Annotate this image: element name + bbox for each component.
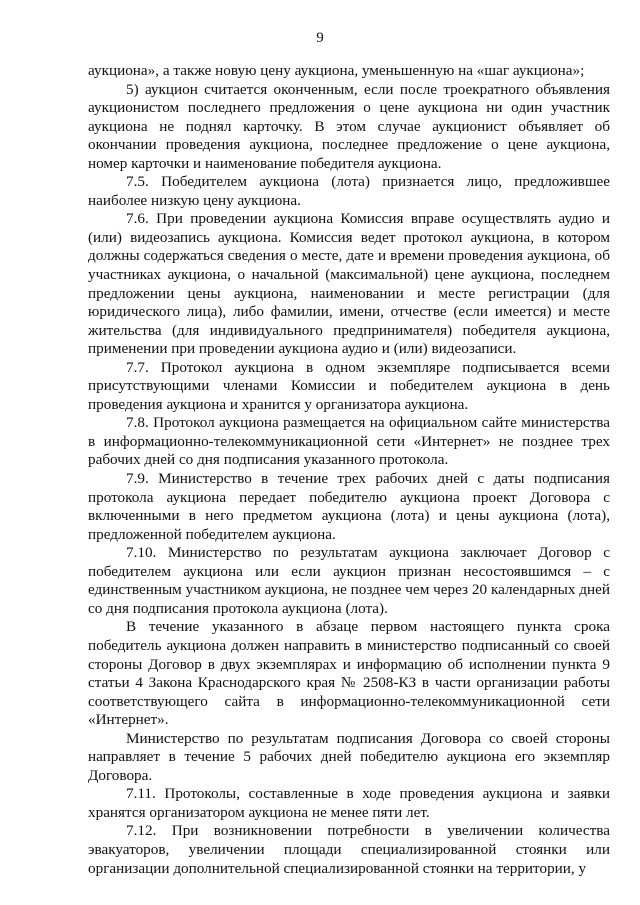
page-number: 9 (316, 30, 324, 46)
paragraph-7-10-part-3: Министерство по результатам подписания Договора со своей стороны направляет в течение 5 рабочих дней победителю аукциона его экземпляр Договора. (88, 729, 610, 784)
paragraph-7-10: 7.10. Министерство по результатам аукциона заключает Договор с победителем аукциона или если аукцион признан несостоявшимся – с единственным участником аукциона, не позднее чем через 20 календарных дней со дня подписания протокола аукциона (лота). (88, 544, 610, 617)
paragraph-continuation: аукциона», а также новую цену аукциона, уменьшенную на «шаг аукциона»; (88, 62, 585, 79)
paragraph-7-8: 7.8. Протокол аукциона размещается на официальном сайте министерства в информационно-телекоммуникационной сети «Интернет» не позднее трех рабочих дней со дня подписания указанного протокола. (88, 414, 610, 469)
paragraph-7-12: 7.12. При возникновении потребности в увеличении количества эвакуаторов, увеличении площади специализированной стоянки или организации дополнительной специализированной стоянки на территории, у (88, 822, 610, 877)
document-body (88, 62, 610, 878)
paragraph-7-10-part-2: В течение указанного в абзаце первом настоящего пункта срока победитель аукциона должен направить в министерство подписанный со своей стороны Договор в двух экземплярах и информацию об исполнении пункта 9 статьи 4 Закона Краснодарского края № 2508-КЗ в части организации работы соответствующего сайта в информационно-телекоммуникационной сети «Интернет». (88, 618, 610, 729)
paragraph-7-6: 7.6. При проведении аукциона Комиссия вправе осуществлять аудио и (или) видеозапись аукциона. Комиссия ведет протокол аукциона, в котором должны содержаться сведения о месте, дате и времени проведения аукциона, об участниках аукциона, о начальной (максимальной) цене аукциона, последнем предложении цены аукциона, наименовании и месте регистрации (для юридического лица), либо фамилии, имени, отчестве (если имеется) и месте жительства (для индивидуального предпринимателя) победителя аукциона, применении при проведении аукциона аудио и (или) видеозаписи. (88, 210, 610, 358)
paragraph-7-7: 7.7. Протокол аукциона в одном экземпляре подписывается всеми присутствующими членами Комиссии и победителем аукциона в день проведения аукциона и хранится у организатора аукциона. (88, 358, 610, 413)
paragraph-7-9: 7.9. Министерство в течение трех рабочих дней с даты подписания протокола аукциона передает победителю аукциона проект Договора с включенными в него предметом аукциона (лота) и цены аукциона (лота), предложенной победителем аукциона. (88, 470, 610, 543)
paragraph-7-5: 7.5. Победителем аукциона (лота) признается лицо, предложившее наиболее низкую цену аукциона. (88, 173, 610, 209)
paragraph-item-5: 5) аукцион считается оконченным, если после троекратного объявления аукционистом последнего предложения о цене аукциона ни один участник аукциона не поднял карточку. В этом случае аукционист объявляет об окончании проведения аукциона, последнее предложение о цене аукциона, номер карточки и наименование победителя аукциона. (88, 80, 610, 172)
paragraph-7-11: 7.11. Протоколы, составленные в ходе проведения аукциона и заявки хранятся организатором аукциона не менее пяти лет. (88, 785, 610, 821)
